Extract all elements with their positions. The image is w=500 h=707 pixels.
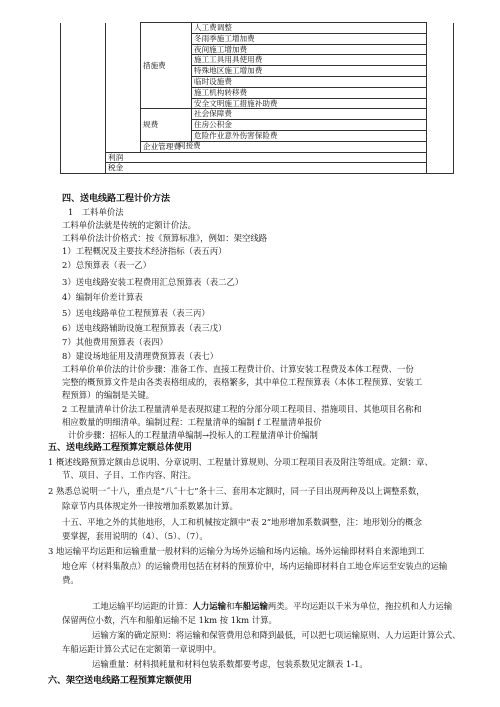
list-item: 5）送电线路单位工程预算表（表三丙） (62, 308, 210, 318)
bold-term-manpower: 人力运输 (192, 601, 226, 611)
regulation-item: 住房公积金 (192, 120, 427, 131)
text-line: 程预算）的编制是关键。 (62, 390, 155, 400)
measure-item: 人工费调整 (192, 23, 427, 34)
enterprise-fee-cell: 企业管理费 (141, 141, 427, 152)
text-run: 和 (226, 601, 235, 611)
regulation-fee-cell: 规费 (141, 109, 192, 141)
bold-term-vehicle: 车船运输 (234, 601, 268, 611)
text-line: 工料单价单价法的计价步骤：准备工作、直接工程费计价、计算安装工程费及本体工程费、一份 (62, 364, 414, 374)
list-item: 7）其他费用预算表（表四） (62, 337, 168, 347)
text-line: 十五、平地之外的其他地形，人工和机械按定额中“表 2”地形增加系数调整，注：地形划分的概念 (62, 517, 422, 527)
table-blank-col-right (427, 23, 454, 174)
fee-structure-table (60, 22, 454, 174)
measure-item: 施工机构转移费 (192, 87, 427, 98)
indirect-fee-label: 间接费 (178, 141, 201, 150)
text-line: 运输方案的确定原则：将运输和保管费用总和降到最低，可以把七项运输原则、人力运距计算公式、 (92, 630, 461, 640)
text-line: 完整的概预算文件是由各类表格组成的，表格繁多，其中单位工程预算表（本体工程预算、安装工 (62, 377, 423, 387)
text-line: 工料单价法就是传统的定额计价法。 (62, 220, 196, 230)
text-line: 计价步骤：招标人的工程量清单编制→投标人的工程量清单计价编制 (68, 430, 318, 440)
text-line: 要掌握，套用说明的（4）、（5）、（7）。 (62, 531, 208, 541)
measure-item: 临时设施费 (192, 76, 427, 87)
text-line: 节、项目、子目、工作内容、附注。 (62, 470, 196, 480)
measure-item: 夜间施工增加费 (192, 44, 427, 55)
text-line: 1 工料单价法 (68, 207, 124, 217)
measure-fee-cell: 措施费 (141, 23, 192, 109)
section-heading: 五、送电线路工程预算定额总体使用 (48, 443, 193, 453)
measure-item: 冬雨季施工增加费 (192, 33, 427, 44)
list-item: 8）建设场地征用及清理费预算表（表七） (62, 351, 219, 361)
regulation-item: 社会保障费 (192, 109, 427, 120)
text-line: 费。 (62, 575, 79, 585)
table-blank-col-2 (106, 23, 141, 153)
table-blank-col-1 (61, 23, 106, 174)
list-item: 2）总预算表（表一乙） (62, 260, 152, 270)
section-heading: 六、架空送电线路工程预算定额使用 (48, 676, 193, 686)
measure-item: 施工工具用具使用费 (192, 55, 427, 66)
text-line: 车船运距计算公式记在定额第一章说明中。 (62, 644, 222, 654)
tax-cell: 税金 (106, 163, 427, 174)
text-line: 保留两位小数，汽车和船舶运输不足 1km 按 1km 计算。 (62, 615, 277, 625)
text-run: 工地运输平均运距的计算： (92, 601, 193, 611)
section-heading: 四、送电线路工程计价方法 (62, 194, 171, 204)
list-item: 6）送电线路辅助设施工程预算表（表三戊） (62, 323, 227, 333)
text-line: 工料单价法计价格式：按《预算标准》，例如：架空线路 (62, 233, 268, 243)
text-run: 两类。平均运距以千米为单位，拖拉机和人力运输 (267, 601, 453, 611)
measure-item: 特殊地区施工增加费 (192, 66, 427, 77)
text-line: 2 熟悉总说明一˝十八，重点是“八˝十七”条十三、套用本定额时，同一子目出现两种及以上调整系数， (48, 486, 425, 496)
text-line: 3 地运输平均运距和运输重量一般材料的运输分为场外运输和场内运输。场外运输即材料自来源地到工 (48, 546, 425, 556)
transport-line (92, 601, 452, 612)
list-item: 1）工程概况及主要技术经济指标（表五丙） (62, 246, 227, 256)
profit-cell: 利润 (106, 152, 427, 163)
text-line: 1 概述线路预算定额由总说明、分章说明、工程量计算规则、分项工程项目表及附注等组成。定额：章、 (48, 457, 433, 467)
text-line: 运输重量：材料损耗量和材料包装系数都要考虑，包装系数见定额表 1-1。 (92, 659, 368, 669)
text-line: 除章节内具体规定外一律按增加系数累加计算。 (62, 501, 238, 511)
list-item: 3）送电线路安装工程费用汇总预算表（表二乙） (62, 277, 244, 287)
text-line: 2 工程量清单计价法工程量清单是表现拟建工程的分部分项工程项目、措施项目、其他项目名称和 (62, 404, 422, 414)
text-line: 相应数量的明细清单。编制过程：工程量清单的编制 f 工程量清单报价 (62, 417, 322, 427)
regulation-item: 危险作业意外伤害保险费 (192, 130, 427, 141)
measure-item: 安全文明施工措施补助费 (192, 98, 427, 109)
list-item: 4）编制年价差计算表 (62, 292, 143, 302)
text-line: 地仓库（材料集散点）的运输费用包括在材料的预算价中，场内运输即材料自工地仓库运至安装点的运输 (62, 561, 448, 571)
